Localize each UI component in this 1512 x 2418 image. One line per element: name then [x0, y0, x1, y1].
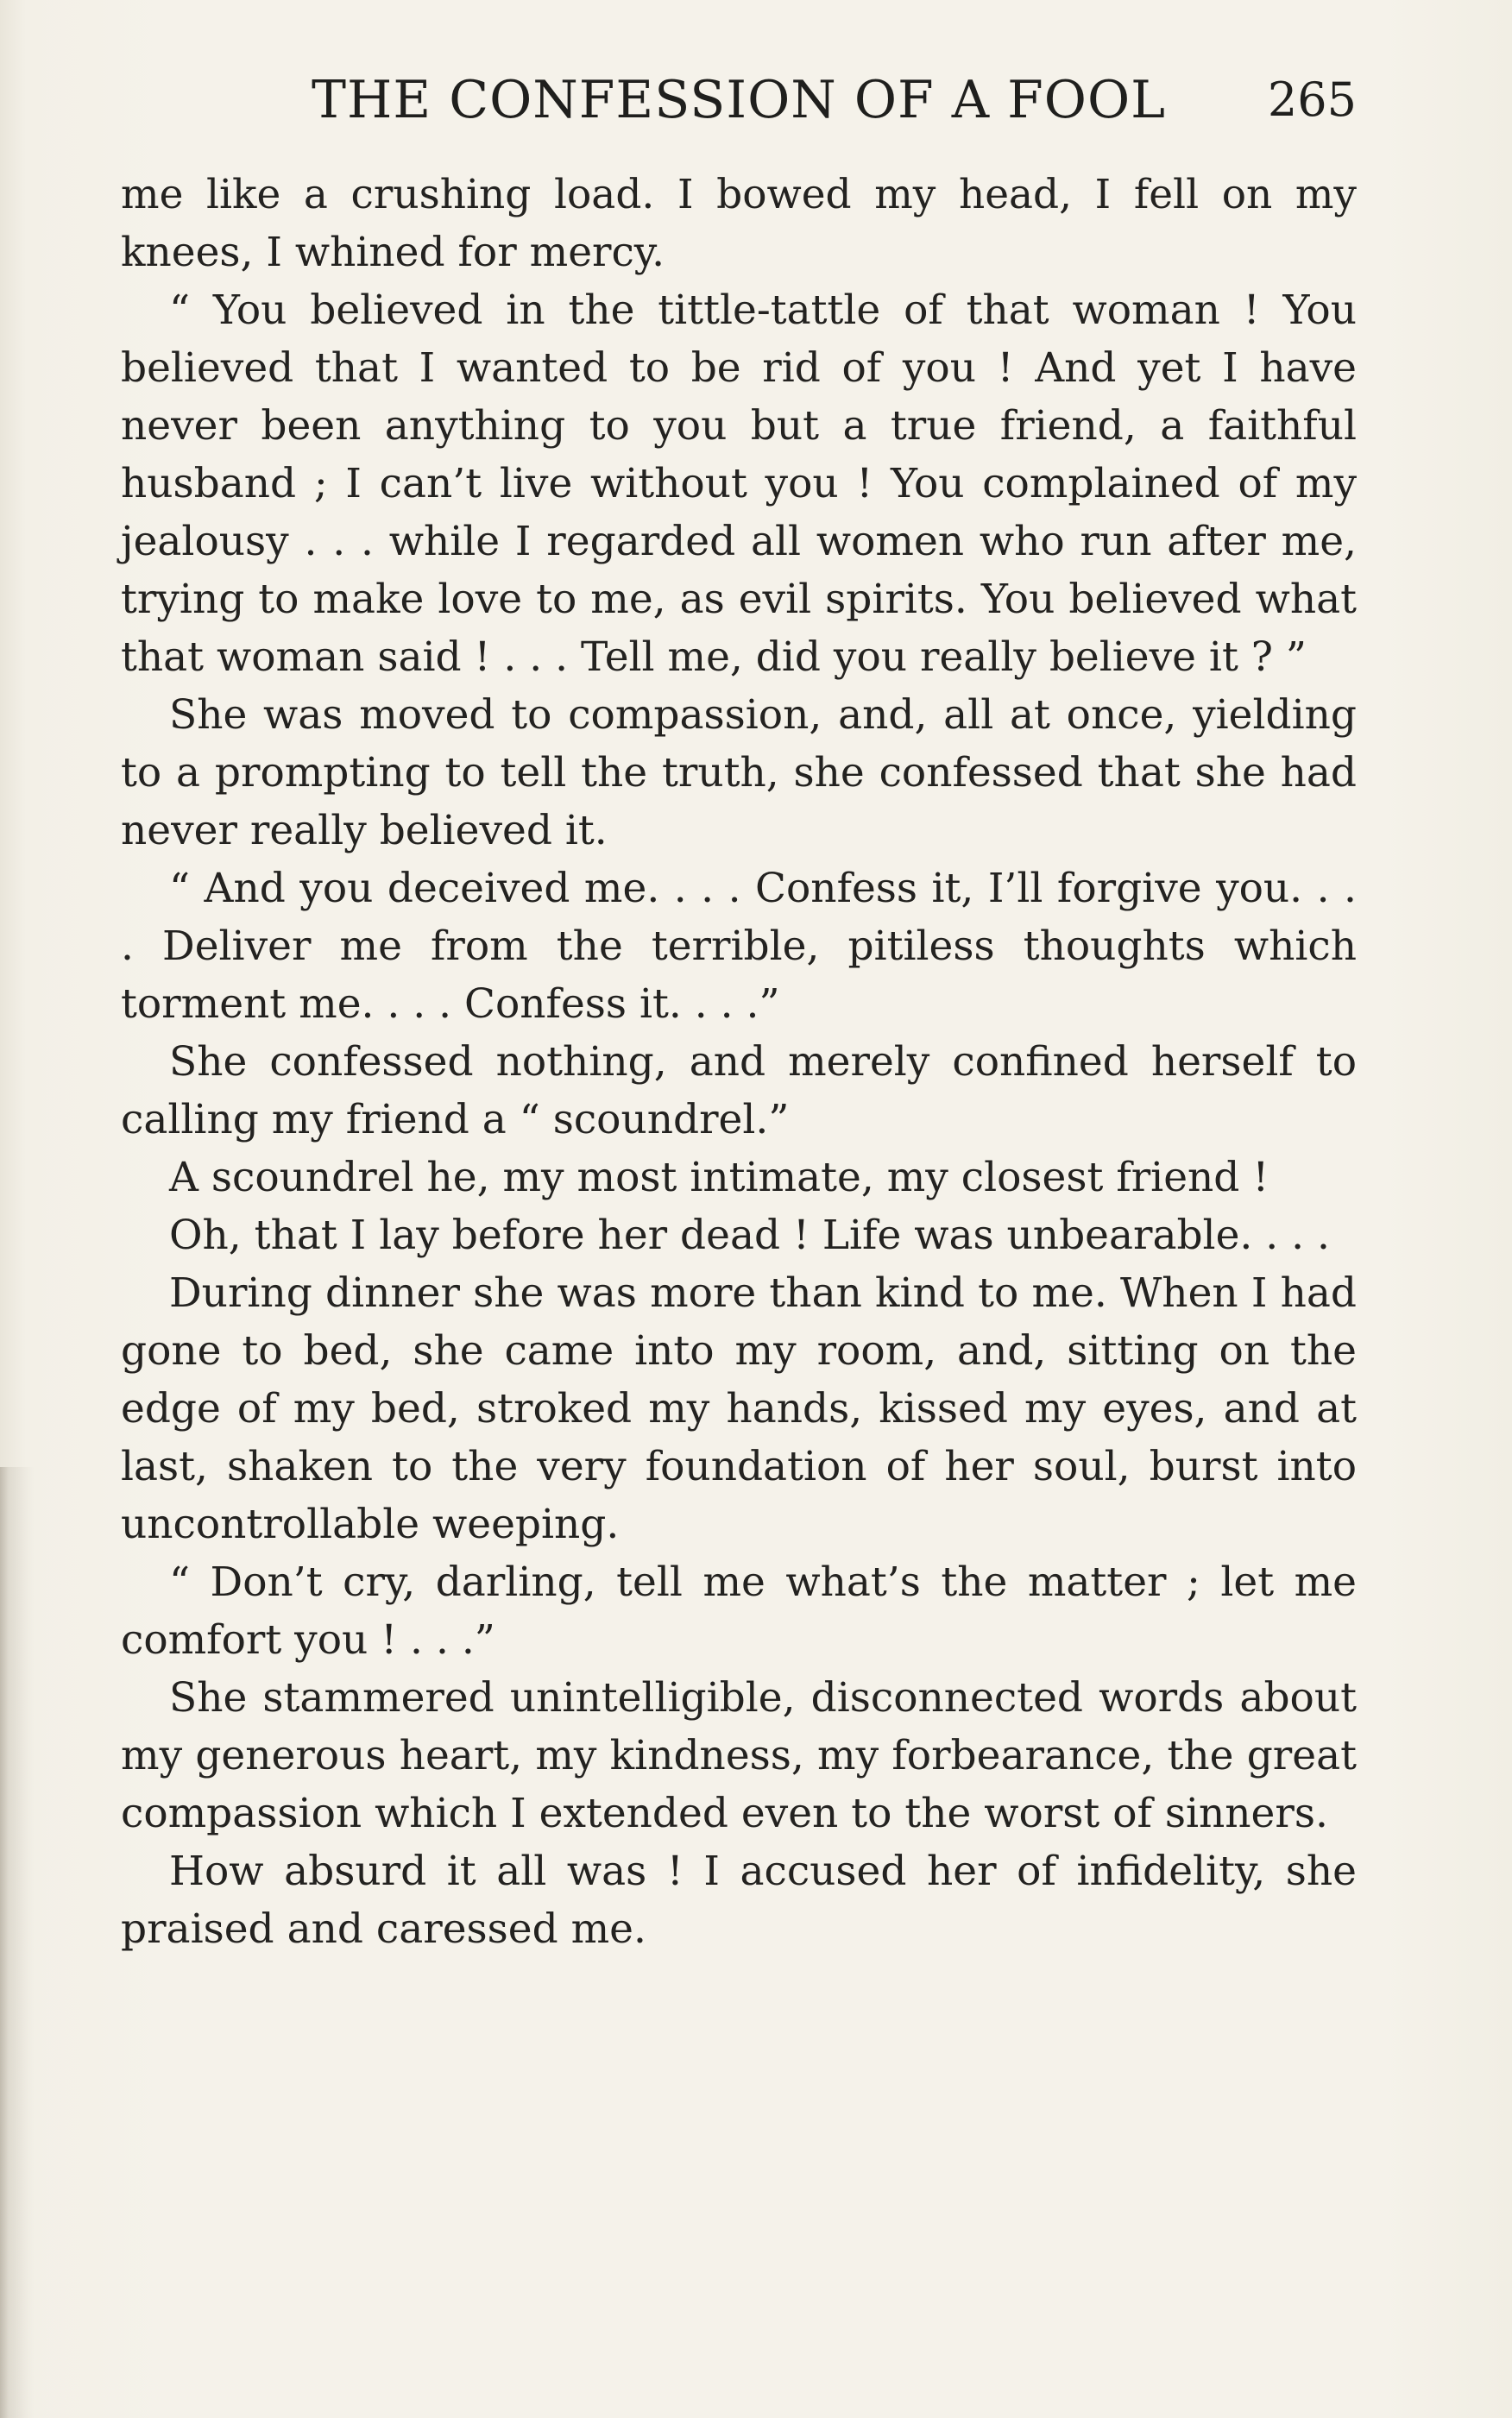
paragraph: She stammered unintelligible, disconnected words about my generous heart, my kindness, my forbearance, the great compassion which I extended even to the worst of sinners.: [121, 1674, 1357, 1837]
page-header: [121, 66, 1357, 135]
binding-shadow: [0, 1467, 35, 2418]
paragraph: Oh, that I lay before her dead ! Life was unbearable. . . .: [169, 1212, 1330, 1259]
paragraph: “ Don’t cry, darling, tell me what’s the matter ; let me comfort you ! . . .”: [121, 1558, 1357, 1664]
paragraph: “ You believed in the tittle-tattle of that woman ! You believed that I wanted to be rid of you ! And yet I have never been anything to you but a true friend, a faithful husband ; I can’t live without you ! You complained of my jealousy . . . while I regarded all women who run after me, trying to make love to me, as evil spirits. You believed what that woman said ! . . . Tell me, did you really believe it ? ”: [121, 287, 1357, 681]
body-text: [121, 166, 1357, 1958]
paragraph: She was moved to compassion, and, all at once, yielding to a prompting to tell the truth, she confessed that she had never really believed it.: [121, 691, 1357, 854]
paragraph: During dinner she was more than kind to me. When I had gone to bed, she came into my room, and, sitting on the edge of my bed, stroked my hands, kissed my eyes, and at last, shaken to the very foundation of her soul, burst into uncontrollable weeping.: [121, 1269, 1357, 1548]
paragraph: How absurd it all was ! I accused her of infidelity, she praised and caressed me.: [121, 1848, 1357, 1953]
paragraph: A scoundrel he, my most intimate, my closest friend !: [169, 1154, 1269, 1201]
paragraph: She confessed nothing, and merely confined herself to calling my friend a “ scoundrel.”: [121, 1038, 1357, 1143]
running-title: THE CONFESSION OF A FOOL: [311, 70, 1166, 130]
paragraph: “ And you deceived me. . . . Confess it, I’ll forgive you. . . . Deliver me from the terrible, pitiless thoughts which torment me. . . . Confess it. . . .”: [121, 865, 1357, 1028]
page-number: 265: [1267, 72, 1357, 127]
paragraph: me like a crushing load. I bowed my head, I fell on my knees, I whined for mercy.: [121, 171, 1357, 276]
